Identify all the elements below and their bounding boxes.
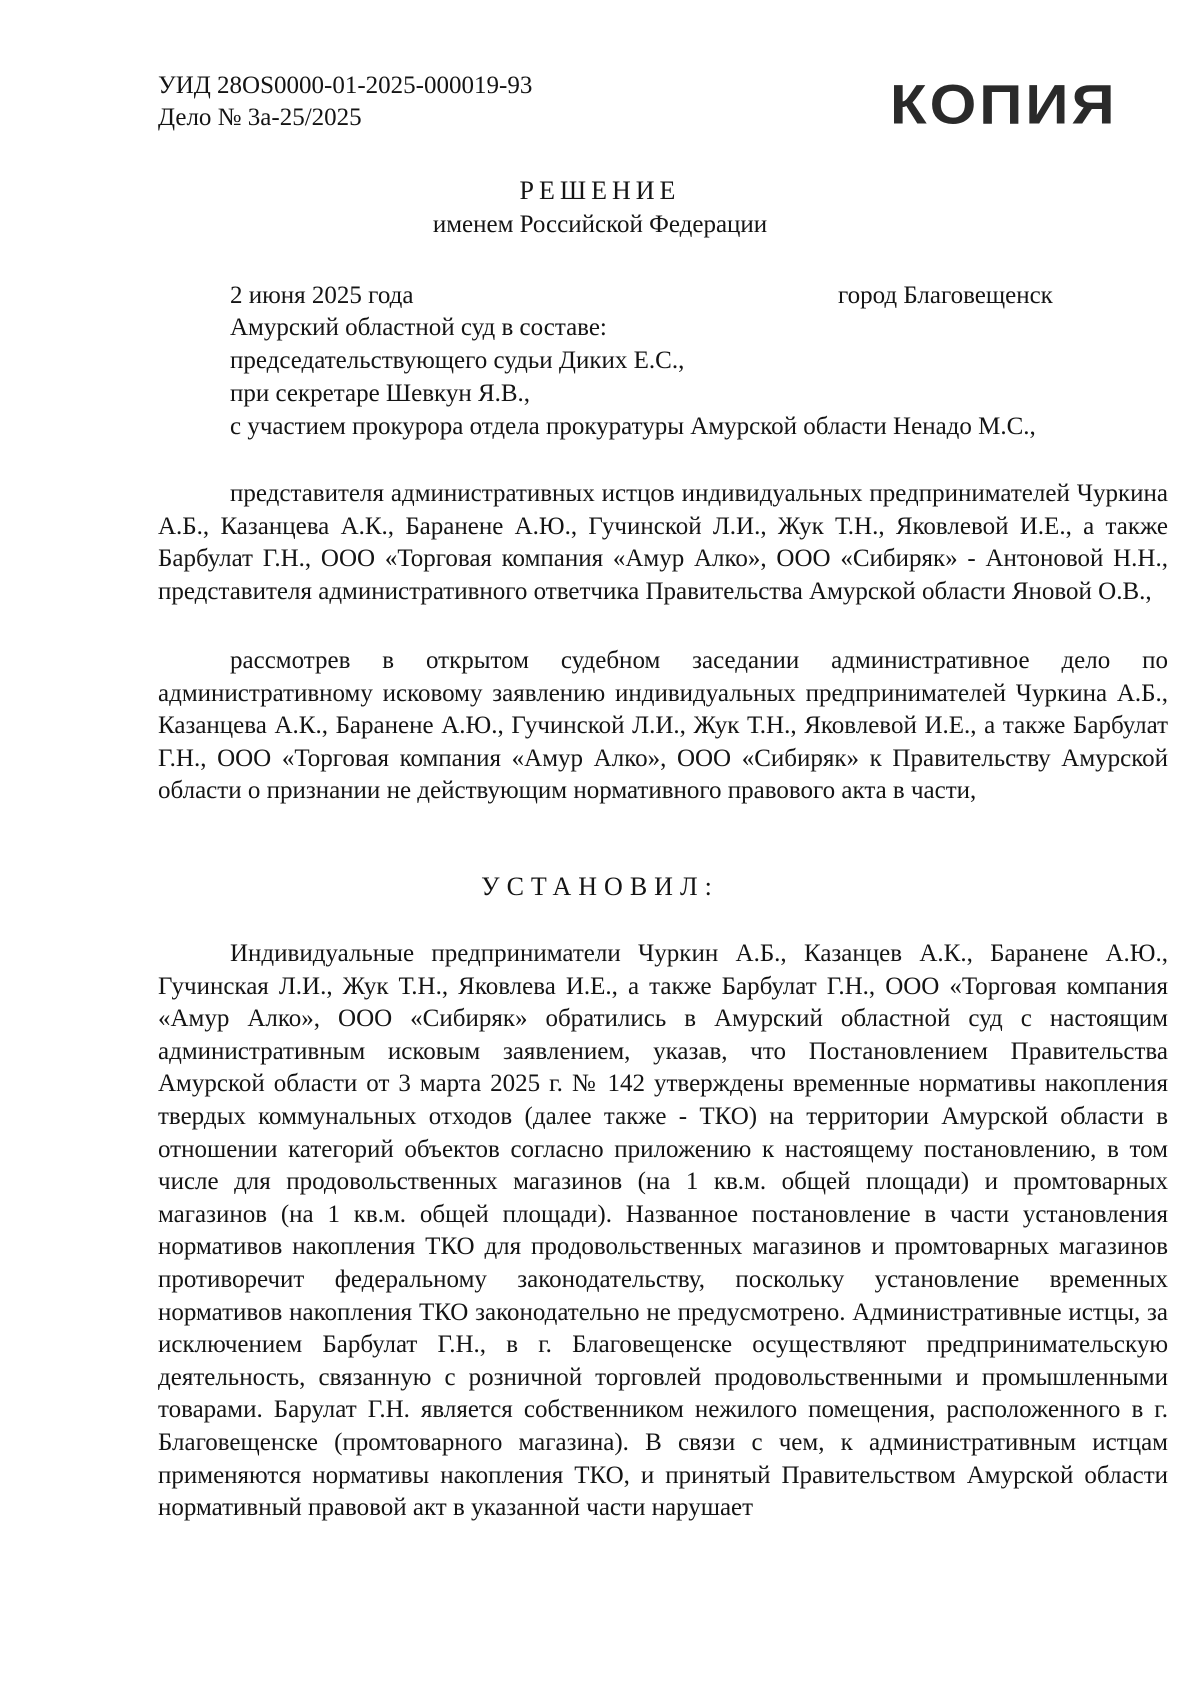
copy-stamp: КОПИЯ xyxy=(890,73,1118,136)
document-title: РЕШЕНИЕ xyxy=(519,176,681,205)
prosecutor-paragraph: с участием прокурора отдела прокуратуры Амурской области Ненадо М.С., xyxy=(230,413,1036,440)
case-number-line: Дело № 3а-25/2025 xyxy=(158,104,362,131)
case-header xyxy=(158,70,532,134)
decision-date: 2 июня 2025 года xyxy=(230,282,414,309)
secretary-line: при секретаре Шевкун Я.В., xyxy=(230,380,531,407)
court-composition-line: Амурский областной суд в составе: xyxy=(230,314,607,341)
considering-paragraph: рассмотрев в открытом судебном заседании административное дело по административному исковому заявлению индивидуальных предпринимателей Чуркина А.Б., Казанцева А.К., Бараненe А.Ю., Гучинской Л.И., Жук Т.Н., Яковлевой И.Е., а также Барбулат Г.Н., ООО «Торговая компания «Амур Алко», ООО «Сибиряк» к Правительству Амурской области о признании не действующим нормативного правового акта в части, xyxy=(158,647,1168,805)
uid-line: УИД 28OS0000-01-2025-000019-93 xyxy=(158,72,533,99)
decision-city: город Благовещенск xyxy=(838,282,1053,309)
body-paragraph: Индивидуальные предприниматели Чуркин А.Б., Казанцев А.К., Бараненe А.Ю., Гучинская Л.И., Жук Т.Н., Яковлева И.Е., а также Барбулат Г.Н., ООО «Торговая компания «Амур Алко», ООО «Сибиряк» обратились в Амурский областной суд с настоящим административным исковым заявлением, указав, что Постановлением Правительства Амурской области от 3 марта 2025 г. № 142 утверждены временные нормативы накопления твердых коммунальных отходов (далее также - ТКО) на территории Амурской области в отношении категорий объектов согласно приложению к настоящему постановлению, в том числе для продовольственных магазинов (на 1 кв.м. общей площади) и промтоварных магазинов (на 1 кв.м. общей площади). Названное постановление в части установления нормативов накопления ТКО для продовольственных магазинов и промтоварных магазинов противоречит федеральному законодательству, поскольку установление временных нормативов накопления ТКО законодательно не предусмотрено. Административные истцы, за исключением Барбулат Г.Н., в г. Благовещенске осуществляют предпринимательскую деятельность, связанную с розничной торговлей продовольственными и промышленными товарами. Барулат Г.Н. является собственником нежилого помещения, расположенного в г. Благовещенске (промтоварного магазина). В связи с чем, к административным истцам применяются нормативы накопления ТКО, и принятый Правительством Амурской области нормативный правовой акт в указанной части нарушает xyxy=(158,940,1168,1522)
document-subtitle: именем Российской Федерации xyxy=(432,211,768,238)
presiding-judge-line: председательствующего судьи Диких Е.С., xyxy=(230,347,685,374)
established-heading: УСТАНОВИЛ: xyxy=(481,872,719,901)
representatives-paragraph: представителя административных истцов индивидуальных предпринимателей Чуркина А.Б., Казанцева А.К., Бараненe А.Ю., Гучинской Л.И., Жук Т.Н., Яковлевой И.Е., а также Барбулат Г.Н., ООО «Торговая компания «Амур Алко», ООО «Сибиряк» - Антоновой Н.Н., представителя административного ответчика Правительства Амурской области Яновой О.В., xyxy=(158,480,1168,605)
